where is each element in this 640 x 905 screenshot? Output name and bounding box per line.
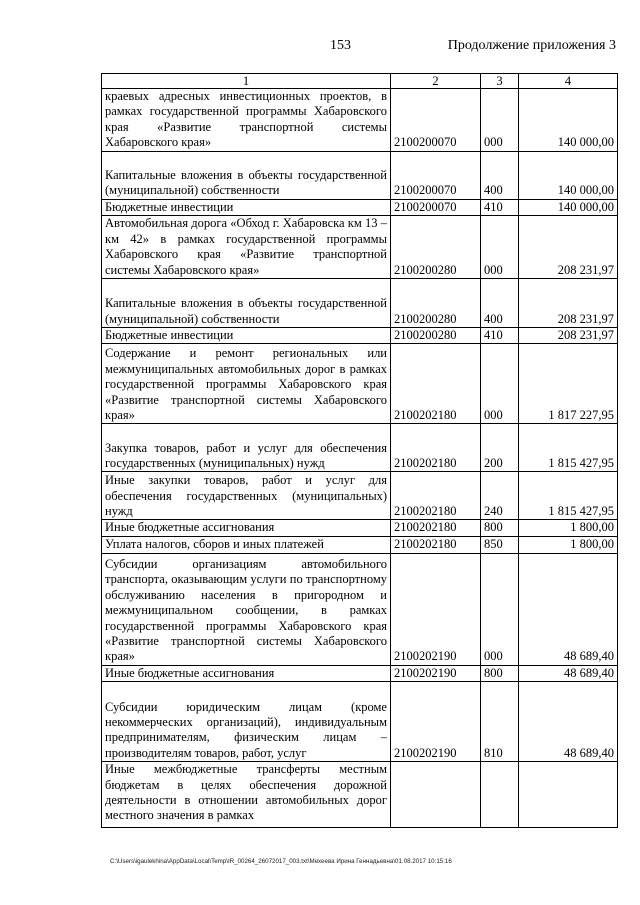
table-row	[102, 424, 618, 472]
row-name: Закупка товаров, работ и услуг для обеспечения государственных (муниципальных) нужд	[102, 424, 391, 472]
row-code: 2100202190	[391, 665, 481, 681]
row-expense-type: 000	[481, 344, 519, 424]
row-code: 2100200280	[391, 279, 481, 328]
row-name: Иные бюджетные ассигнования	[102, 520, 391, 536]
table-row	[102, 520, 618, 536]
row-name: Автомобильная дорога «Обход г. Хабаровска км 13 – км 42» в рамках государственной программы Хабаровского края «Развитие транспортной системы Хабаровского края»	[102, 216, 391, 279]
row-expense-type	[481, 762, 519, 828]
row-name: Субсидии организациям автомобильного транспорта, оказывающим услуги по транспортному обслуживанию населения в пригородном и межмуниципальном сообщении, в рамках государственной программы Хабаровского края «Развитие транспортной системы Хабаровского края»	[102, 553, 391, 665]
row-name: Субсидии юридическим лицам (кроме некоммерческих организаций), индивидуальным предпринимателям, физическим лицам – производителям товаров, работ, услуг	[102, 682, 391, 762]
row-amount: 48 689,40	[519, 553, 618, 665]
table-row	[102, 89, 618, 152]
row-name: Иные закупки товаров, работ и услуг для обеспечения государственных (муниципальных) нужд	[102, 472, 391, 520]
row-amount: 140 000,00	[519, 199, 618, 215]
row-amount: 1 815 427,95	[519, 424, 618, 472]
column-header: 2	[391, 74, 481, 89]
row-name: Иные межбюджетные трансферты местным бюджетам в целях обеспечения дорожной деятельности в отношении автомобильных дорог местного значения в рамках	[102, 762, 391, 828]
row-amount: 1 815 427,95	[519, 472, 618, 520]
row-expense-type: 400	[481, 279, 519, 328]
row-code: 2100200070	[391, 151, 481, 199]
table-row	[102, 553, 618, 665]
row-code	[391, 762, 481, 828]
row-amount: 1 817 227,95	[519, 344, 618, 424]
row-expense-type: 200	[481, 424, 519, 472]
row-expense-type: 800	[481, 665, 519, 681]
row-expense-type: 850	[481, 536, 519, 553]
row-amount	[519, 762, 618, 828]
table-row	[102, 344, 618, 424]
row-amount: 1 800,00	[519, 520, 618, 536]
row-amount: 48 689,40	[519, 665, 618, 681]
row-code: 2100200280	[391, 216, 481, 279]
continuation-label: Продолжение приложения 3	[447, 38, 616, 53]
budget-table	[101, 73, 618, 828]
table-row	[102, 328, 618, 344]
row-code: 2100202180	[391, 344, 481, 424]
table-row	[102, 536, 618, 553]
page-number: 153	[330, 38, 351, 53]
row-expense-type: 400	[481, 151, 519, 199]
row-expense-type: 410	[481, 328, 519, 344]
column-header: 1	[102, 74, 391, 89]
table-row	[102, 665, 618, 681]
table-row	[102, 199, 618, 215]
table-header-row	[102, 74, 618, 89]
row-expense-type: 410	[481, 199, 519, 215]
row-code: 2100200070	[391, 199, 481, 215]
table-row	[102, 762, 618, 828]
row-name: Бюджетные инвестиции	[102, 199, 391, 215]
table-row	[102, 151, 618, 199]
row-expense-type: 000	[481, 216, 519, 279]
column-header: 4	[519, 74, 618, 89]
column-header: 3	[481, 74, 519, 89]
row-code: 2100202190	[391, 682, 481, 762]
row-amount: 48 689,40	[519, 682, 618, 762]
row-name: Капитальные вложения в объекты государственной (муниципальной) собственности	[102, 151, 391, 199]
row-expense-type: 000	[481, 553, 519, 665]
row-code: 2100202180	[391, 520, 481, 536]
row-amount: 208 231,97	[519, 279, 618, 328]
row-name: Уплата налогов, сборов и иных платежей	[102, 536, 391, 553]
row-name: краевых адресных инвестиционных проектов, в рамках государственной программы Хабаровского края «Развитие транспортной системы Хабаровского края»	[102, 89, 391, 152]
row-amount: 208 231,97	[519, 216, 618, 279]
row-expense-type: 810	[481, 682, 519, 762]
row-name: Капитальные вложения в объекты государственной (муниципальной) собственности	[102, 279, 391, 328]
row-code: 2100200070	[391, 89, 481, 152]
table-row	[102, 682, 618, 762]
row-amount: 208 231,97	[519, 328, 618, 344]
row-expense-type: 240	[481, 472, 519, 520]
row-amount: 140 000,00	[519, 89, 618, 152]
row-amount: 1 800,00	[519, 536, 618, 553]
row-code: 2100202180	[391, 536, 481, 553]
file-path-footer: C:\Users\igaulekhina\AppData\Local\Temp\IR_00264_26072017_003.txt\Мехеева Ирина Геннадьевна\01.08.2017 10:15:16	[110, 858, 452, 865]
table-row	[102, 472, 618, 520]
row-code: 2100202190	[391, 553, 481, 665]
row-code: 2100200280	[391, 328, 481, 344]
row-name: Содержание и ремонт региональных или межмуниципальных автомобильных дорог в рамках государственной программы Хабаровского края «Развитие транспортной системы Хабаровского края»	[102, 344, 391, 424]
row-expense-type: 000	[481, 89, 519, 152]
row-name: Иные бюджетные ассигнования	[102, 665, 391, 681]
row-name: Бюджетные инвестиции	[102, 328, 391, 344]
row-code: 2100202180	[391, 424, 481, 472]
row-expense-type: 800	[481, 520, 519, 536]
table-row	[102, 216, 618, 279]
row-amount: 140 000,00	[519, 151, 618, 199]
table-row	[102, 279, 618, 328]
row-code: 2100202180	[391, 472, 481, 520]
